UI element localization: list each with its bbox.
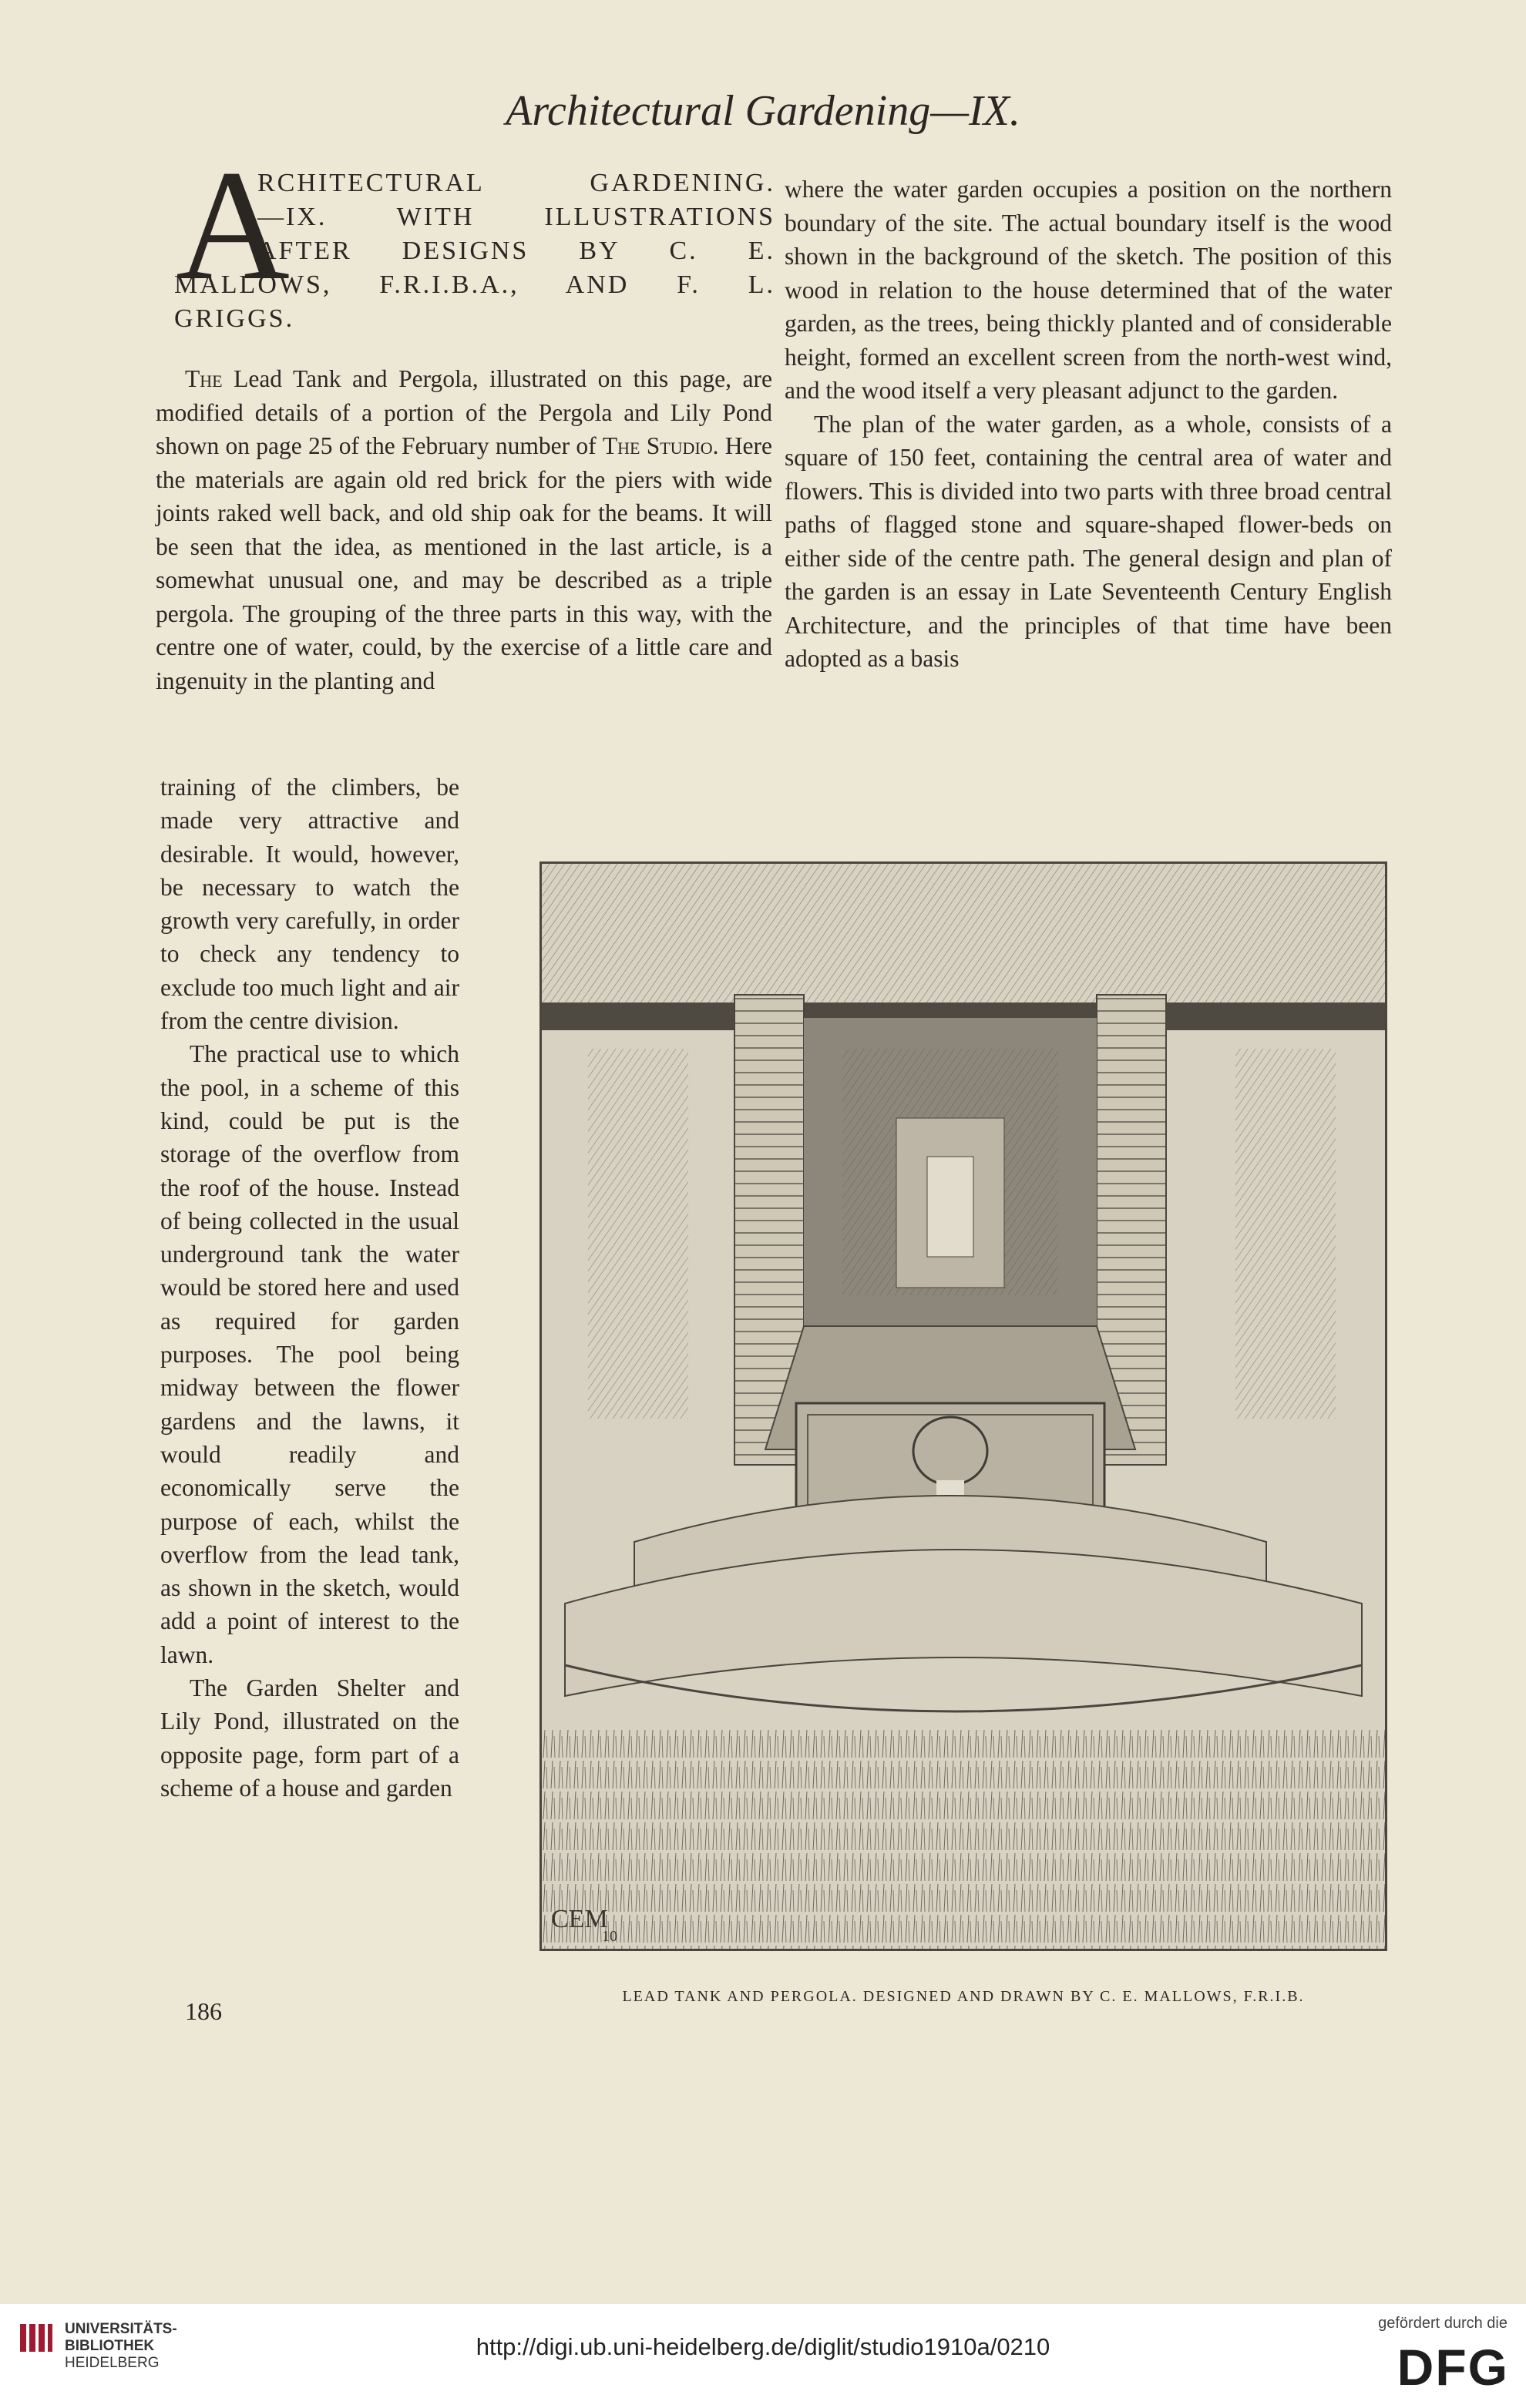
heading-line: GRIGGS. xyxy=(174,304,295,333)
paragraph: The plan of the water garden, as a whole, consists of a square of 150 feet, containing the central area of water and flowers. This is divided into two parts with three broad central paths of flagged stone and square-shaped flower-beds on either side of the centre path. The general design and plan of the garden is an essay in Late Seventeenth Century English Architecture, and the principles of that time have been adopted as a basis xyxy=(785,410,1392,672)
library-line: UNIVERSITÄTS- xyxy=(65,2321,177,2337)
library-line: HEIDELBERG xyxy=(65,2355,160,2371)
paragraph: training of the climbers, be made very attractive and desirable. It would, however, be necessary to watch the growth very carefully, in order to check any tendency to exclude too much light and air from the centre division. xyxy=(160,774,459,1035)
lead-word: The xyxy=(185,365,223,392)
heading-line: —IX. WITH ILLUSTRATIONS xyxy=(257,203,775,231)
page-number: 186 xyxy=(185,1997,222,2025)
paragraph: The practical use to which the pool, in a scheme of this kind, could be put is the storage of the overflow from the roof of the house. Instead of being collected in the usual underground tank the water would be stored here and used as required for garden purposes. The pool being midway between the flower gardens and the lawns, it would readily and economically serve the purpose of each, whilst the overflow from the lead tank, as shown in the sketch, would add a point of interest to the lawn. xyxy=(160,1040,459,1668)
dfg-logo: DFG xyxy=(1397,2339,1509,2396)
running-title: Architectural Gardening—IX. xyxy=(506,87,1020,135)
drawing-year: 10 xyxy=(602,1928,617,1945)
drop-cap: A xyxy=(176,138,291,313)
pergola-drawing xyxy=(542,864,1385,1949)
paragraph-text: Lead Tank and Pergola, illustrated on this page, are modified details of a portion of the Pergola and Lily Pond shown on page 25 of the February number of xyxy=(156,365,772,459)
article-heading xyxy=(174,166,775,336)
heading-line: RCHITECTURAL GARDENING. xyxy=(257,169,775,197)
paragraph: The Garden Shelter and Lily Pond, illustrated on the opposite page, form part of a scheme of a house and garden xyxy=(160,1674,459,1802)
heading-line: MALLOWS, F.R.I.B.A., AND F. L. xyxy=(174,270,775,299)
left-column-narrow xyxy=(160,771,459,1805)
source-url-link[interactable]: http://digi.ub.uni-heidelberg.de/diglit/studio1910a/0210 xyxy=(476,2333,1050,2360)
paragraph: where the water garden occupies a position on the northern boundary of the site. The actual boundary itself is the wood shown in the background of the sketch. The position of this wood in relation to the house determined that of the water garden, as the trees, being thickly planted and of considerable height, formed an excellent screen from the north-west wind, and the wood itself a very pleasant adjunct to the garden. xyxy=(785,176,1392,404)
heading-line: AFTER DESIGNS BY C. E. xyxy=(257,237,775,265)
funding-note: gefördert durch die xyxy=(1378,2315,1508,2332)
left-column-intro xyxy=(156,362,772,697)
illustration-caption: LEAD TANK AND PERGOLA. DESIGNED AND DRAWN BY C. E. MALLOWS, F.R.I.B. xyxy=(622,1988,1305,2005)
library-line: BIBLIOTHEK xyxy=(65,2338,155,2354)
magazine-name: The Studio xyxy=(602,432,713,459)
paragraph-text: . Here the materials are again old red brick for the piers with wide joints raked well back, and old ship oak for the beams. It will be seen that the idea, as mentioned in the last article, is a somewhat unusual one, and may be described as a triple pergola. The grouping of the three parts in this way, with the centre one of water, could, by the exercise of a little care and ingenuity in the planting and xyxy=(156,432,773,694)
right-column xyxy=(785,173,1392,676)
monogram: CEM xyxy=(551,1905,608,1933)
pergola-illustration xyxy=(539,861,1387,1951)
